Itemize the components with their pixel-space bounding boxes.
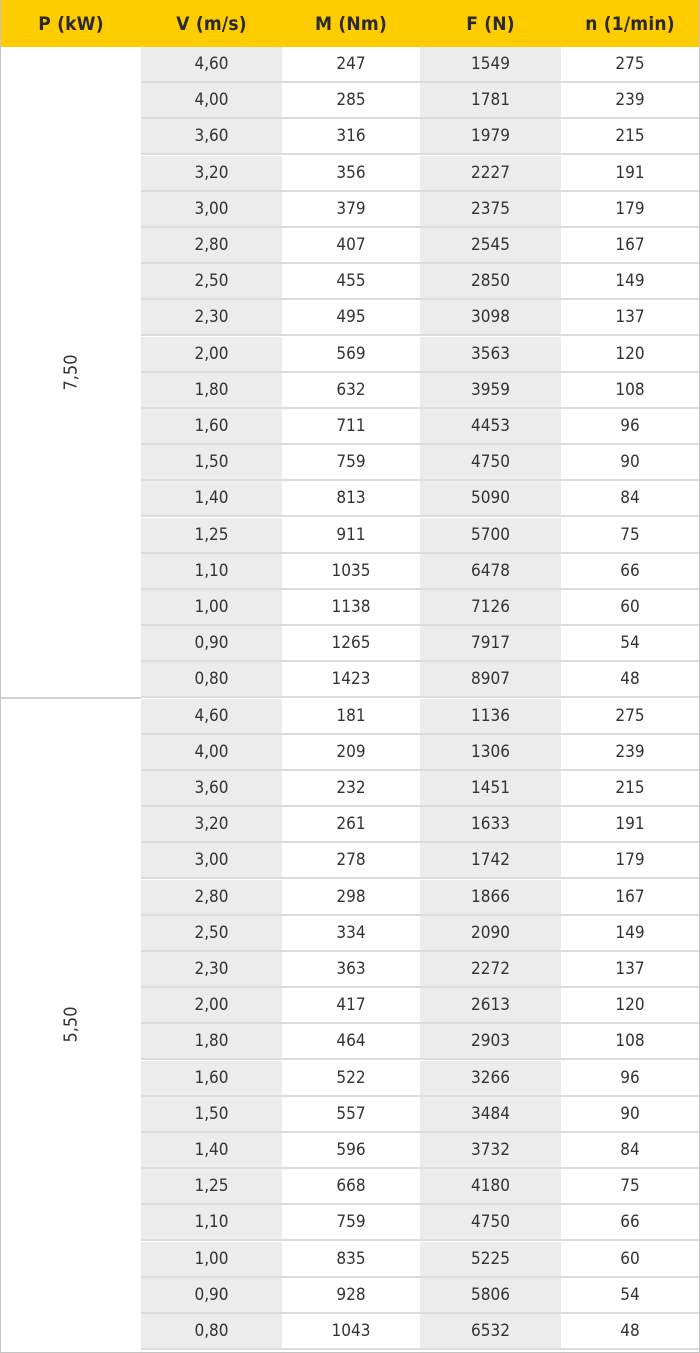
cell-speed: 4,60 [141, 699, 282, 733]
cell-force: 1451 [420, 771, 561, 805]
cell-force: 5700 [420, 518, 561, 552]
table-row [1, 843, 699, 879]
table-row [1, 47, 699, 83]
cell-speed: 3,00 [141, 192, 282, 226]
power-group [1, 47, 699, 699]
table-row [1, 192, 699, 228]
cell-force: 7126 [420, 590, 561, 624]
cell-rpm: 75 [561, 1169, 699, 1203]
cell-rpm: 167 [561, 228, 699, 262]
cell-force: 2227 [420, 156, 561, 190]
cell-speed: 2,80 [141, 228, 282, 262]
cell-rpm: 137 [561, 300, 699, 334]
cell-speed: 3,60 [141, 771, 282, 805]
cell-torque: 298 [282, 880, 420, 914]
table-row [1, 1061, 699, 1097]
cell-rpm: 149 [561, 264, 699, 298]
power-group [1, 699, 699, 1351]
cell-torque: 1138 [282, 590, 420, 624]
table-row [1, 771, 699, 807]
cell-speed: 4,00 [141, 83, 282, 117]
cell-rpm: 191 [561, 807, 699, 841]
cell-speed: 3,20 [141, 156, 282, 190]
cell-speed: 1,10 [141, 1205, 282, 1239]
cell-speed: 4,60 [141, 47, 282, 81]
cell-torque: 407 [282, 228, 420, 262]
cell-rpm: 54 [561, 1278, 699, 1312]
cell-torque: 569 [282, 337, 420, 371]
cell-force: 1633 [420, 807, 561, 841]
table-row [1, 409, 699, 445]
cell-speed: 1,50 [141, 1097, 282, 1131]
power-value: 7,50 [60, 354, 82, 391]
cell-torque: 455 [282, 264, 420, 298]
cell-torque: 464 [282, 1024, 420, 1058]
table-row [1, 518, 699, 554]
cell-torque: 1035 [282, 554, 420, 588]
cell-rpm: 275 [561, 699, 699, 733]
cell-torque: 632 [282, 373, 420, 407]
cell-rpm: 54 [561, 626, 699, 660]
cell-rpm: 179 [561, 843, 699, 877]
cell-rpm: 84 [561, 481, 699, 515]
cell-speed: 3,20 [141, 807, 282, 841]
cell-rpm: 120 [561, 337, 699, 371]
table-row [1, 119, 699, 155]
cell-speed: 2,30 [141, 300, 282, 334]
cell-speed: 1,80 [141, 1024, 282, 1058]
cell-force: 2613 [420, 988, 561, 1022]
cell-torque: 557 [282, 1097, 420, 1131]
cell-force: 3484 [420, 1097, 561, 1131]
cell-speed: 1,40 [141, 1133, 282, 1167]
cell-rpm: 66 [561, 1205, 699, 1239]
cell-speed: 1,50 [141, 445, 282, 479]
cell-torque: 278 [282, 843, 420, 877]
cell-force: 2375 [420, 192, 561, 226]
table-row [1, 807, 699, 843]
cell-rpm: 66 [561, 554, 699, 588]
cell-torque: 356 [282, 156, 420, 190]
cell-force: 7917 [420, 626, 561, 660]
cell-force: 1742 [420, 843, 561, 877]
table-row [1, 481, 699, 517]
cell-torque: 835 [282, 1242, 420, 1276]
cell-rpm: 90 [561, 445, 699, 479]
header-rpm: n (1/min) [585, 12, 675, 35]
cell-force: 6478 [420, 554, 561, 588]
cell-speed: 1,60 [141, 1061, 282, 1095]
cell-torque: 596 [282, 1133, 420, 1167]
cell-force: 4750 [420, 445, 561, 479]
cell-rpm: 48 [561, 662, 699, 696]
table-row [1, 156, 699, 192]
cell-torque: 261 [282, 807, 420, 841]
cell-rpm: 239 [561, 83, 699, 117]
table-row [1, 373, 699, 409]
cell-speed: 1,10 [141, 554, 282, 588]
cell-rpm: 60 [561, 590, 699, 624]
table-row [1, 1242, 699, 1278]
cell-torque: 1265 [282, 626, 420, 660]
cell-speed: 3,60 [141, 119, 282, 153]
cell-rpm: 60 [561, 1242, 699, 1276]
cell-force: 1979 [420, 119, 561, 153]
table-row [1, 1205, 699, 1241]
cell-force: 3732 [420, 1133, 561, 1167]
cell-rpm: 75 [561, 518, 699, 552]
cell-force: 5090 [420, 481, 561, 515]
cell-speed: 0,80 [141, 1314, 282, 1348]
cell-speed: 0,90 [141, 1278, 282, 1312]
cell-force: 1781 [420, 83, 561, 117]
cell-torque: 247 [282, 47, 420, 81]
cell-torque: 363 [282, 952, 420, 986]
table-row [1, 554, 699, 590]
table-row [1, 300, 699, 336]
cell-torque: 928 [282, 1278, 420, 1312]
cell-force: 1549 [420, 47, 561, 81]
table-header [1, 0, 699, 47]
cell-torque: 495 [282, 300, 420, 334]
cell-speed: 1,40 [141, 481, 282, 515]
cell-speed: 1,00 [141, 590, 282, 624]
header-speed: V (m/s) [176, 12, 247, 35]
cell-rpm: 191 [561, 156, 699, 190]
cell-force: 2903 [420, 1024, 561, 1058]
header-torque: M (Nm) [315, 12, 387, 35]
cell-torque: 181 [282, 699, 420, 733]
cell-speed: 1,25 [141, 1169, 282, 1203]
table-row [1, 445, 699, 481]
table-row [1, 916, 699, 952]
cell-rpm: 167 [561, 880, 699, 914]
cell-rpm: 90 [561, 1097, 699, 1131]
cell-torque: 668 [282, 1169, 420, 1203]
cell-force: 3959 [420, 373, 561, 407]
cell-force: 5225 [420, 1242, 561, 1276]
cell-speed: 1,80 [141, 373, 282, 407]
cell-torque: 759 [282, 1205, 420, 1239]
cell-torque: 1423 [282, 662, 420, 696]
cell-torque: 334 [282, 916, 420, 950]
cell-rpm: 149 [561, 916, 699, 950]
cell-torque: 711 [282, 409, 420, 443]
cell-force: 1136 [420, 699, 561, 733]
cell-force: 6532 [420, 1314, 561, 1348]
cell-rpm: 96 [561, 409, 699, 443]
cell-rpm: 96 [561, 1061, 699, 1095]
table-row [1, 952, 699, 988]
cell-speed: 2,80 [141, 880, 282, 914]
cell-rpm: 215 [561, 119, 699, 153]
table-row [1, 1314, 699, 1350]
cell-force: 3098 [420, 300, 561, 334]
cell-force: 4180 [420, 1169, 561, 1203]
cell-torque: 417 [282, 988, 420, 1022]
header-power: P (kW) [38, 12, 104, 35]
cell-speed: 2,50 [141, 916, 282, 950]
cell-rpm: 215 [561, 771, 699, 805]
cell-torque: 522 [282, 1061, 420, 1095]
cell-force: 2545 [420, 228, 561, 262]
cell-speed: 0,80 [141, 662, 282, 696]
cell-force: 4750 [420, 1205, 561, 1239]
table-row [1, 735, 699, 771]
cell-force: 3266 [420, 1061, 561, 1095]
cell-force: 3563 [420, 337, 561, 371]
cell-torque: 759 [282, 445, 420, 479]
cell-torque: 209 [282, 735, 420, 769]
header-force: F (N) [466, 12, 515, 35]
cell-speed: 4,00 [141, 735, 282, 769]
table-row [1, 1278, 699, 1314]
cell-rpm: 275 [561, 47, 699, 81]
table-row [1, 988, 699, 1024]
table-row [1, 662, 699, 698]
cell-force: 1306 [420, 735, 561, 769]
cell-force: 1866 [420, 880, 561, 914]
row-divider [141, 1348, 699, 1350]
cell-torque: 379 [282, 192, 420, 226]
cell-torque: 1043 [282, 1314, 420, 1348]
table-row [1, 83, 699, 119]
cell-speed: 0,90 [141, 626, 282, 660]
table-row [1, 228, 699, 264]
cell-force: 2850 [420, 264, 561, 298]
cell-speed: 2,30 [141, 952, 282, 986]
cell-force: 2272 [420, 952, 561, 986]
cell-torque: 232 [282, 771, 420, 805]
cell-rpm: 239 [561, 735, 699, 769]
table-row [1, 337, 699, 373]
table-row [1, 264, 699, 300]
cell-rpm: 120 [561, 988, 699, 1022]
cell-rpm: 108 [561, 1024, 699, 1058]
cell-torque: 316 [282, 119, 420, 153]
cell-speed: 2,00 [141, 988, 282, 1022]
cell-torque: 813 [282, 481, 420, 515]
cell-speed: 1,00 [141, 1242, 282, 1276]
cell-rpm: 179 [561, 192, 699, 226]
table-row [1, 1169, 699, 1205]
cell-force: 5806 [420, 1278, 561, 1312]
cell-speed: 3,00 [141, 843, 282, 877]
table-row [1, 1097, 699, 1133]
cell-rpm: 108 [561, 373, 699, 407]
cell-speed: 2,50 [141, 264, 282, 298]
table-row [1, 590, 699, 626]
table-row [1, 699, 699, 735]
cell-force: 4453 [420, 409, 561, 443]
cell-speed: 1,60 [141, 409, 282, 443]
cell-torque: 285 [282, 83, 420, 117]
power-value: 5,50 [60, 1006, 82, 1043]
table-row [1, 1024, 699, 1060]
table-row [1, 1133, 699, 1169]
cell-rpm: 48 [561, 1314, 699, 1348]
table-row [1, 626, 699, 662]
cell-force: 8907 [420, 662, 561, 696]
cell-speed: 1,25 [141, 518, 282, 552]
cell-force: 2090 [420, 916, 561, 950]
table-row [1, 880, 699, 916]
cell-speed: 2,00 [141, 337, 282, 371]
cell-torque: 911 [282, 518, 420, 552]
cell-rpm: 137 [561, 952, 699, 986]
cell-rpm: 84 [561, 1133, 699, 1167]
